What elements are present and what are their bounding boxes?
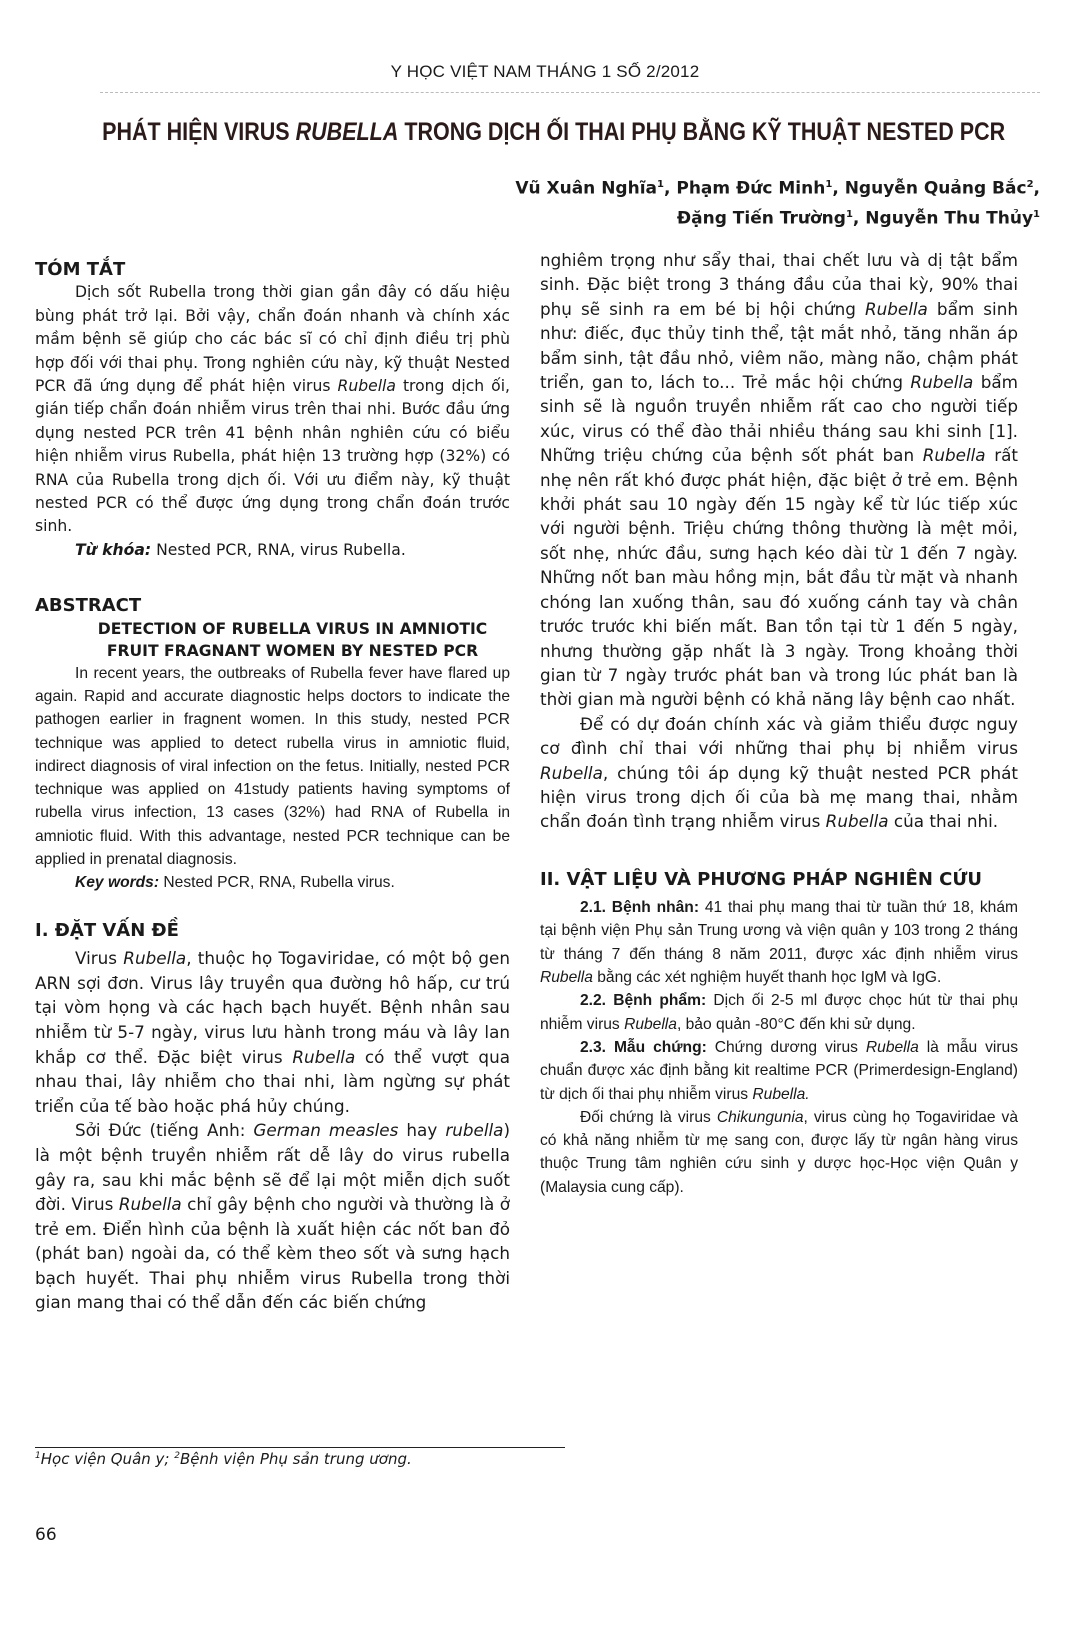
text-run: của thai nhi. [888, 811, 999, 832]
text-run: hay [398, 1120, 446, 1141]
text-run: , thuộc họ Togaviridae, có một bộ gen ARN sợi đơn. Virus lây truyền qua đường hô hấp, cư trú tại vòm họng và các hạch bạch huyết. Bệnh nhân sau nhiễm từ 5-7 ngày, virus lưu hành trong máu và lây lan khắp cơ thể. Đặc biệt virus [35, 948, 510, 1067]
paragraph [35, 946, 510, 1118]
author-name: Đặng Tiến Trường [676, 208, 846, 229]
text-run: nghiêm trọng như sẩy thai, thai chết lưu và dị tật bẩm sinh. Đặc biệt trong 3 tháng đầu của thai kỳ, 90% thai phụ sẽ sinh ra em bé bị hội chứng [540, 250, 1018, 319]
italic-term: Rubella [292, 1046, 356, 1067]
text-run: bằng các xét nghiệm huyết thanh học IgM và IgG. [592, 969, 942, 987]
paragraph [540, 1106, 1018, 1199]
italic-term: Rubella [624, 1015, 677, 1033]
italic-term: Chikungunia [716, 1108, 804, 1126]
authors [515, 172, 1040, 231]
paragraph [35, 662, 510, 872]
summary-heading: TÓM TẮT [35, 259, 126, 280]
italic-term: Rubella [865, 1038, 919, 1056]
text-run: 41 thai phụ mang thai từ tuần thứ 18, khám tại bệnh viện Phụ sản Trung ương và viện quân y 103 trong 2 tháng từ tháng 7 đến tháng 8 năm 2011, được xác định nhiễm virus [540, 899, 1018, 963]
affiliation-marker: 1 [825, 179, 833, 190]
left-column [35, 258, 510, 1315]
abstract-body [35, 662, 510, 872]
authors-line: Đặng Tiến Trường$^1$, Nguyễn Thu Thủy$^1$ [676, 208, 1040, 229]
keywords-label: Từ khóa: [75, 540, 152, 559]
text-run: trong dịch ối, gián tiếp chẩn đoán nhiễm virus trên thai nhi. Bước đầu ứng dụng nested PCR trên 41 bệnh nhân nghiên cứu có biểu hiện nhiễm virus Rubella, phát hiện 13 trường hợp (32%) có RNA của Rubella trong dịch ối. Với ưu điểm này, kỹ thuật nested PCR có thể được ứng dụng trong chẩn đoán trước sinh. [35, 377, 510, 536]
title-text: TRONG DỊCH ỐI THAI PHỤ BẰNG KỸ THUẬT NESTED PCR [398, 118, 1006, 146]
footnote-marker: 2 [174, 1451, 180, 1461]
text-run: ) là một bệnh truyền nhiễm rất dễ lây do virus rubella gây ra, sau khi mắc bệnh sẽ để lại một miễn dịch suốt đời. Virus [35, 1120, 510, 1215]
summary-keywords [35, 539, 510, 562]
text-run: Dịch sốt Rubella trong thời gian gần đây có dấu hiệu bùng phát trở lại. Bởi vậy, chẩn đoán nhanh và chính xác mầm bệnh sẽ giúp cho các bác sĩ có chỉ định điều trị phù hợp đối với thai phụ. Trong nghiên cứu này, kỹ thuật Nested PCR đã ứng dụng để phát hiện virus [35, 283, 510, 396]
text-run: Dịch ối 2-5 ml được chọc hút từ thai phụ nhiễm virus [540, 992, 1018, 1033]
affiliation-marker: 2 [1026, 179, 1034, 190]
paragraph [35, 281, 510, 538]
text-run: Đối chứng là virus [580, 1108, 717, 1126]
subsection-label: 2.1. Bệnh nhân: [580, 899, 700, 917]
summary-body [35, 281, 510, 538]
title-italic: RUBELLA [295, 118, 399, 146]
italic-term: German measles [253, 1120, 399, 1141]
abstract-heading: ABSTRACT [35, 595, 142, 617]
footnote-divider [35, 1447, 565, 1448]
footnote-text: Bệnh viện Phụ sản trung ương. [179, 1450, 412, 1468]
subsection-label: 2.2. Bệnh phẩm: [580, 992, 707, 1010]
author-name: Vũ Xuân Nghĩa [515, 178, 658, 199]
author-name: Phạm Đức Minh [676, 178, 826, 199]
italic-term: rubella [445, 1120, 504, 1141]
running-head: Y HỌC VIỆT NAM THÁNG 1 SỐ 2/2012 [390, 62, 700, 81]
paragraph [540, 989, 1018, 1036]
italic-term: Rubella [825, 811, 889, 832]
keywords-text: Nested PCR, RNA, Rubella virus. [159, 874, 395, 892]
text-run: bẩm sinh sẽ là nguồn truyền nhiễm rất cao cho người tiếp xúc, virus có thể đào thải nhiều tháng sau khi sinh [1]. Những triệu chứng của bệnh sốt phát ban [540, 372, 1018, 466]
abstract-title: DETECTION OF RUBELLA VIRUS IN AMNIOTIC [97, 619, 488, 638]
text-run: Chứng dương virus [706, 1038, 866, 1056]
italic-term: Rubella. [752, 1085, 810, 1103]
footnote [35, 1450, 412, 1468]
text-run: chỉ gây bệnh cho người và thường là ở trẻ em. Điển hình của bệnh là xuất hiện các nốt ban đỏ (phát ban) ngoài da, có thể kèm theo sốt và sưng hạch bạch huyết. Thai phụ nhiễm virus Rubella trong thời gian mang thai có thể dẫn đến các biến chứng [35, 1194, 511, 1313]
authors-line: Vũ Xuân Nghĩa$^1$, Phạm Đức Minh$^1$, Nguyễn Quảng Bắc$^2$, [515, 178, 1040, 199]
affiliation-marker: 1 [657, 179, 664, 190]
text-run: , virus cùng họ Togaviridae và có khả năng nhiễm từ mẹ sang con, được lấy từ ngân hàng virus thuộc Trung tâm nghiên cứu sinh y dược học-Học viện Quân y (Malaysia cung cấp). [540, 1108, 1019, 1196]
text-run: Để có dự đoán chính xác và giảm thiểu được nguy cơ đình chỉ thai với những thai phụ bị nhiễm virus [540, 713, 1018, 759]
paragraph [540, 712, 1018, 834]
right-column [540, 248, 1018, 1199]
text-run: In recent years, the outbreaks of Rubella fever have flared up again. Rapid and accurate diagnostic helps doctors to indicate the pathogen earlier in fragnent women. In this study, nested PCR technique was applied to detect rubella virus in amniotic fluid, indirect diagnosis of viral infection on the fetus. Initially, nested PCR technique was applied on 41study patients having symptoms of rubella virus infection, 13 cases (32%) had RNA of Rubella in amniotic fluid. With this advantage, nested PCR technique can be applied in prenatal diagnosis. [35, 664, 510, 869]
italic-term: Rubella [123, 948, 187, 969]
italic-term: Rubella [540, 969, 593, 987]
subsection-label: 2.3. Mẫu chứng: [580, 1038, 707, 1056]
abstract-keywords [35, 871, 510, 894]
section1-continued [540, 248, 1018, 834]
article-title [102, 118, 1006, 147]
section2-body [540, 896, 1018, 1199]
author-name: Nguyễn Quảng Bắc [844, 178, 1027, 199]
page-number: 66 [35, 1525, 57, 1545]
text-run: Virus [75, 948, 124, 969]
italic-term: Rubella [910, 372, 974, 393]
text-run: là mẫu virus chuẩn được xác định bằng kit realtime PCR (Primerdesign-England) từ dịch ối thai phụ nhiễm virus [540, 1038, 1018, 1103]
paragraph [540, 1036, 1018, 1106]
italic-term: Rubella [922, 445, 986, 466]
footnote-marker: 1 [35, 1451, 41, 1461]
text-run: bẩm sinh như: điếc, đục thủy tinh thể, tật mắt nhỏ, tăng nhãn áp bẩm sinh, tật đầu nhỏ, viêm não, màng não, chậm phát triển, gan to, lách to... Trẻ mắc hội chứng [540, 298, 1018, 393]
italic-term: Rubella [540, 762, 603, 783]
affiliation-marker: 1 [1033, 208, 1040, 220]
keywords-text: Nested PCR, RNA, virus Rubella. [151, 540, 406, 559]
text-run: rất nhẹ nên rất khó được phát hiện, đặc biệt ở trẻ em. Bệnh khởi phát sau 10 ngày đến 15 ngày kể từ lúc tiếp xúc với người bệnh. Triệu chứng thông thường là mệt mỏi, sốt nhẹ, nhức đầu, sưng hạch kéo dài từ 1 đến 7 ngày. Những nốt ban màu hồng mịn, bắt đầu từ mặt và nhanh chóng lan xuống thân, sau đó xuống cánh tay và chân trước trước khi biến mất. Ban tồn tại từ 1 đến 5 ngày, nhưng thường gặp nhất là 3 ngày. Trong khoảng thời gian từ 7 ngày trước phát ban và trong lúc phát ban là thời gian mà người bệnh có khả năng lây bệnh cao nhất. [540, 445, 1018, 710]
text-run: , chúng tôi áp dụng kỹ thuật nested PCR phát hiện virus trong dịch ối của bà mẹ mang thai, nhằm chẩn đoán tình trạng nhiễm virus [540, 762, 1018, 832]
section2-heading: II. VẬT LIỆU VÀ PHƯƠNG PHÁP NGHIÊN CỨU [540, 868, 983, 890]
italic-term: Rubella [337, 377, 396, 396]
text-run: có thể vượt qua nhau thai, lây nhiễm cho thai nhi, làm ngừng sự phát triển của tế bào hoặc phá hủy chúng. [35, 1046, 510, 1116]
section1-body [35, 946, 510, 1315]
footnote-text: Học viện Quân y; [40, 1450, 175, 1468]
abstract-title: FRUIT FRAGNANT WOMEN BY NESTED PCR [106, 641, 479, 660]
text-run: , bảo quản -80°C đến khi sử dụng. [676, 1015, 916, 1033]
paragraph [540, 896, 1018, 989]
italic-term: Rubella [864, 298, 928, 319]
header-divider [100, 92, 1040, 93]
italic-term: Rubella [118, 1194, 182, 1215]
text-run: Sởi Đức (tiếng Anh: [75, 1120, 254, 1141]
keywords-label: Key words: [75, 874, 160, 892]
title-text: PHÁT HIỆN VIRUS [102, 118, 296, 146]
paragraph [35, 1118, 510, 1315]
author-name: Nguyễn Thu Thủy [865, 208, 1034, 229]
paragraph [540, 248, 1018, 712]
affiliation-marker: 1 [845, 208, 853, 220]
section1-heading: I. ĐẶT VẤN ĐỀ [35, 919, 179, 941]
